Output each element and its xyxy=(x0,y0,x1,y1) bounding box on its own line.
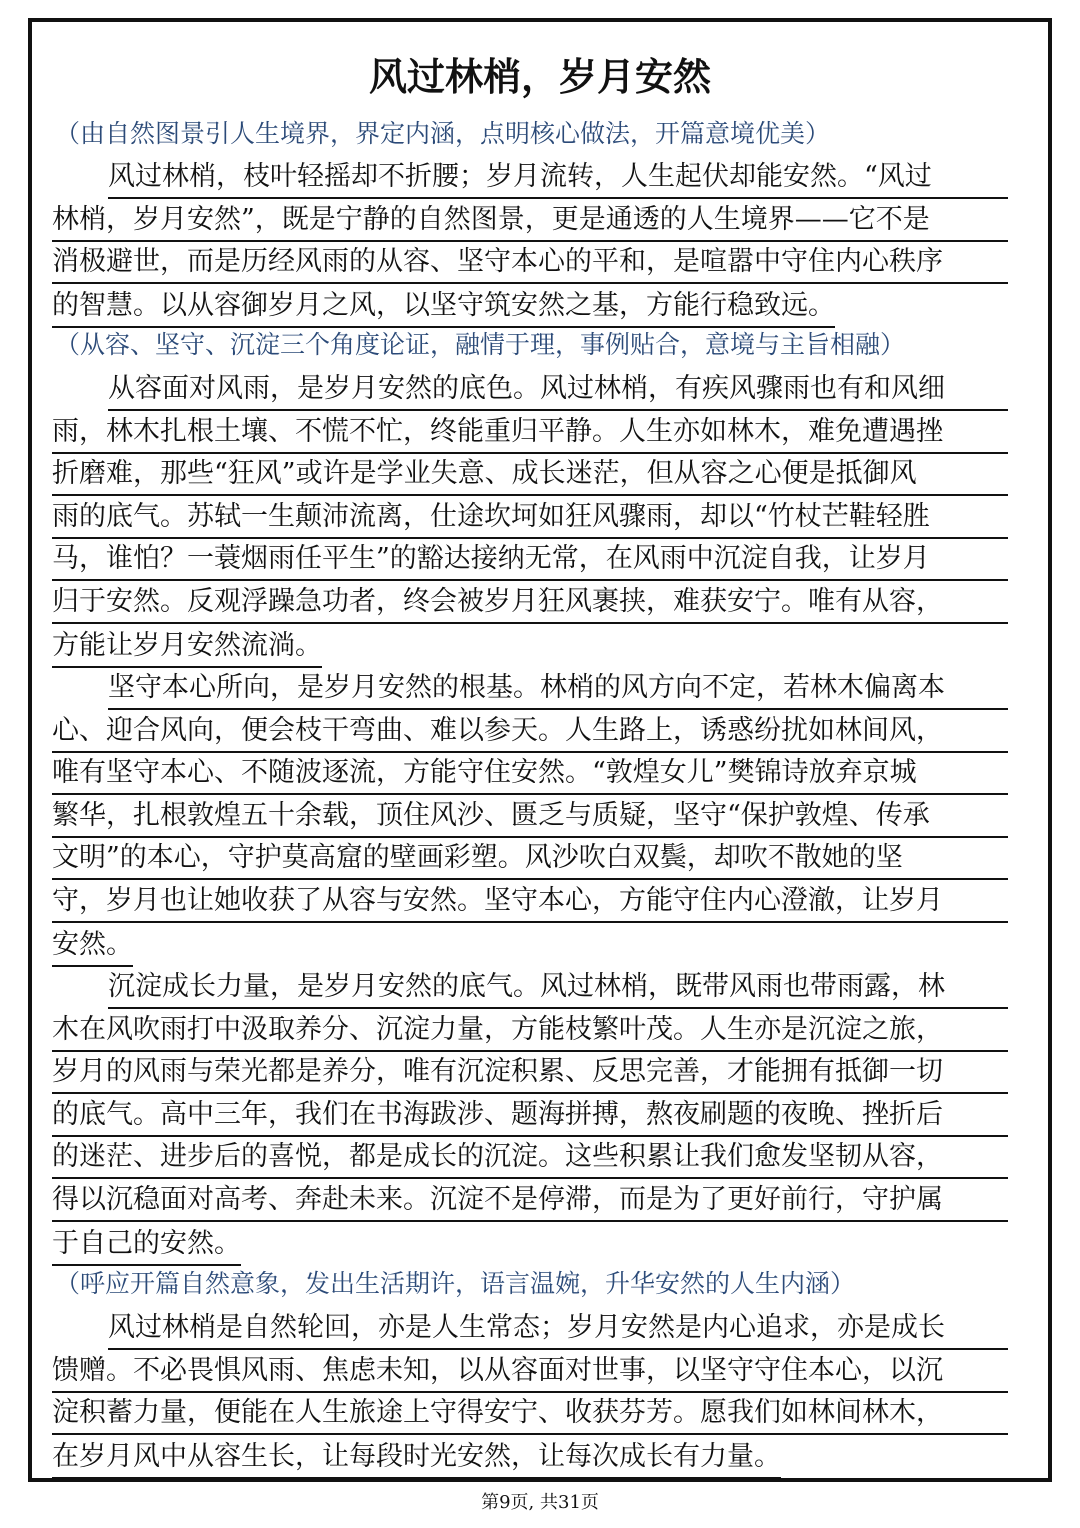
annotation-intro: （由自然图景引人生境界，界定内涵，点明核心做法，开篇意境优美） xyxy=(55,119,831,148)
text-line: 得以沉稳面对高考、奔赴未来。沉淀不是停滞，而是为了更好前行，守护属 xyxy=(52,1181,1012,1224)
text-line: 风过林梢，枝叶轻摇却不折腰；岁月流转，人生起伏却能安然。“风过 xyxy=(52,158,1012,201)
paragraph-perseverance xyxy=(52,669,1012,967)
text-line: 方能让岁月安然流淌。 xyxy=(52,626,1012,669)
text-line: 林梢，岁月安然”，既是宁静的自然图景，更是通透的人生境界——它不是 xyxy=(52,201,1012,244)
text-line: 雨，林木扎根土壤、不慌不忙，终能重归平静。人生亦如林木，难免遭遇挫 xyxy=(52,413,1012,456)
text-line: 雨的底气。苏轼一生颠沛流离，仕途坎坷如狂风骤雨，却以“竹杖芒鞋轻胜 xyxy=(52,498,1012,541)
paragraph-composure xyxy=(52,370,1012,668)
text-line: 马，谁怕？一蓑烟雨任平生”的豁达接纳无常，在风雨中沉淀自我，让岁月 xyxy=(52,540,1012,583)
text-line: 岁月的风雨与荣光都是养分，唯有沉淀积累、反思完善，才能拥有抵御一切 xyxy=(52,1053,1012,1096)
text-line: 的迷茫、进步后的喜悦，都是成长的沉淀。这些积累让我们愈发坚韧从容， xyxy=(52,1138,1012,1181)
text-line: 守，岁月也让她收获了从容与安然。坚守本心，方能守住内心澄澈，让岁月 xyxy=(52,882,1012,925)
text-line: 于自己的安然。 xyxy=(52,1224,1012,1267)
text-line: 归于安然。反观浮躁急功者，终会被岁月狂风裹挟，难获安宁。唯有从容， xyxy=(52,583,1012,626)
text-line: 风过林梢是自然轮回，亦是人生常态；岁月安然是内心追求，亦是成长 xyxy=(52,1309,1012,1352)
text-line: 繁华，扎根敦煌五十余载，顶住风沙、匮乏与质疑，坚守“保护敦煌、传承 xyxy=(52,797,1012,840)
text-line: 淀积蓄力量，便能在人生旅途上守得安宁、收获芬芳。愿我们如林间林木， xyxy=(52,1394,1012,1437)
text-line: 安然。 xyxy=(52,925,1012,968)
annotation-body: （从容、坚守、沉淀三个角度论证，融情于理，事例贴合，意境与主旨相融） xyxy=(55,330,906,359)
text-line: 折磨难，那些“狂风”或许是学业失意、成长迷茫，但从容之心便是抵御风 xyxy=(52,455,1012,498)
paragraph-intro xyxy=(52,158,1012,328)
text-line: 馈赠。不必畏惧风雨、焦虑未知，以从容面对世事，以坚守守住本心，以沉 xyxy=(52,1352,1012,1395)
text-line: 的智慧。以从容御岁月之风，以坚守筑安然之基，方能行稳致远。 xyxy=(52,286,1012,329)
text-line: 在岁月风中从容生长，让每段时光安然，让每次成长有力量。 xyxy=(52,1437,1012,1480)
annotation-conclusion: （呼应开篇自然意象，发出生活期许，语言温婉，升华安然的人生内涵） xyxy=(55,1269,856,1298)
page-number: 第9页, 共31页 xyxy=(481,1492,599,1513)
text-line: 沉淀成长力量，是岁月安然的底气。风过林梢，既带风雨也带雨露，林 xyxy=(52,968,1012,1011)
paragraph-accumulation xyxy=(52,968,1012,1266)
text-line: 坚守本心所向，是岁月安然的根基。林梢的风方向不定，若林木偏离本 xyxy=(52,669,1012,712)
text-line: 消极避世，而是历经风雨的从容、坚守本心的平和，是喧嚣中守住内心秩序 xyxy=(52,243,1012,286)
text-line: 心、迎合风向，便会枝干弯曲、难以参天。人生路上，诱惑纷扰如林间风， xyxy=(52,712,1012,755)
essay-title: 风过林梢，岁月安然 xyxy=(368,55,711,99)
text-line: 唯有坚守本心、不随波逐流，方能守住安然。“敦煌女儿”樊锦诗放弃京城 xyxy=(52,754,1012,797)
text-line: 的底气。高中三年，我们在书海跋涉、题海拼搏，熬夜刷题的夜晚、挫折后 xyxy=(52,1096,1012,1139)
text-line: 文明”的本心，守护莫高窟的壁画彩塑。风沙吹白双鬓，却吹不散她的坚 xyxy=(52,839,1012,882)
paragraph-conclusion xyxy=(52,1309,1012,1479)
text-line: 从容面对风雨，是岁月安然的底色。风过林梢，有疾风骤雨也有和风细 xyxy=(52,370,1012,413)
text-line: 木在风吹雨打中汲取养分、沉淀力量，方能枝繁叶茂。人生亦是沉淀之旅， xyxy=(52,1011,1012,1054)
